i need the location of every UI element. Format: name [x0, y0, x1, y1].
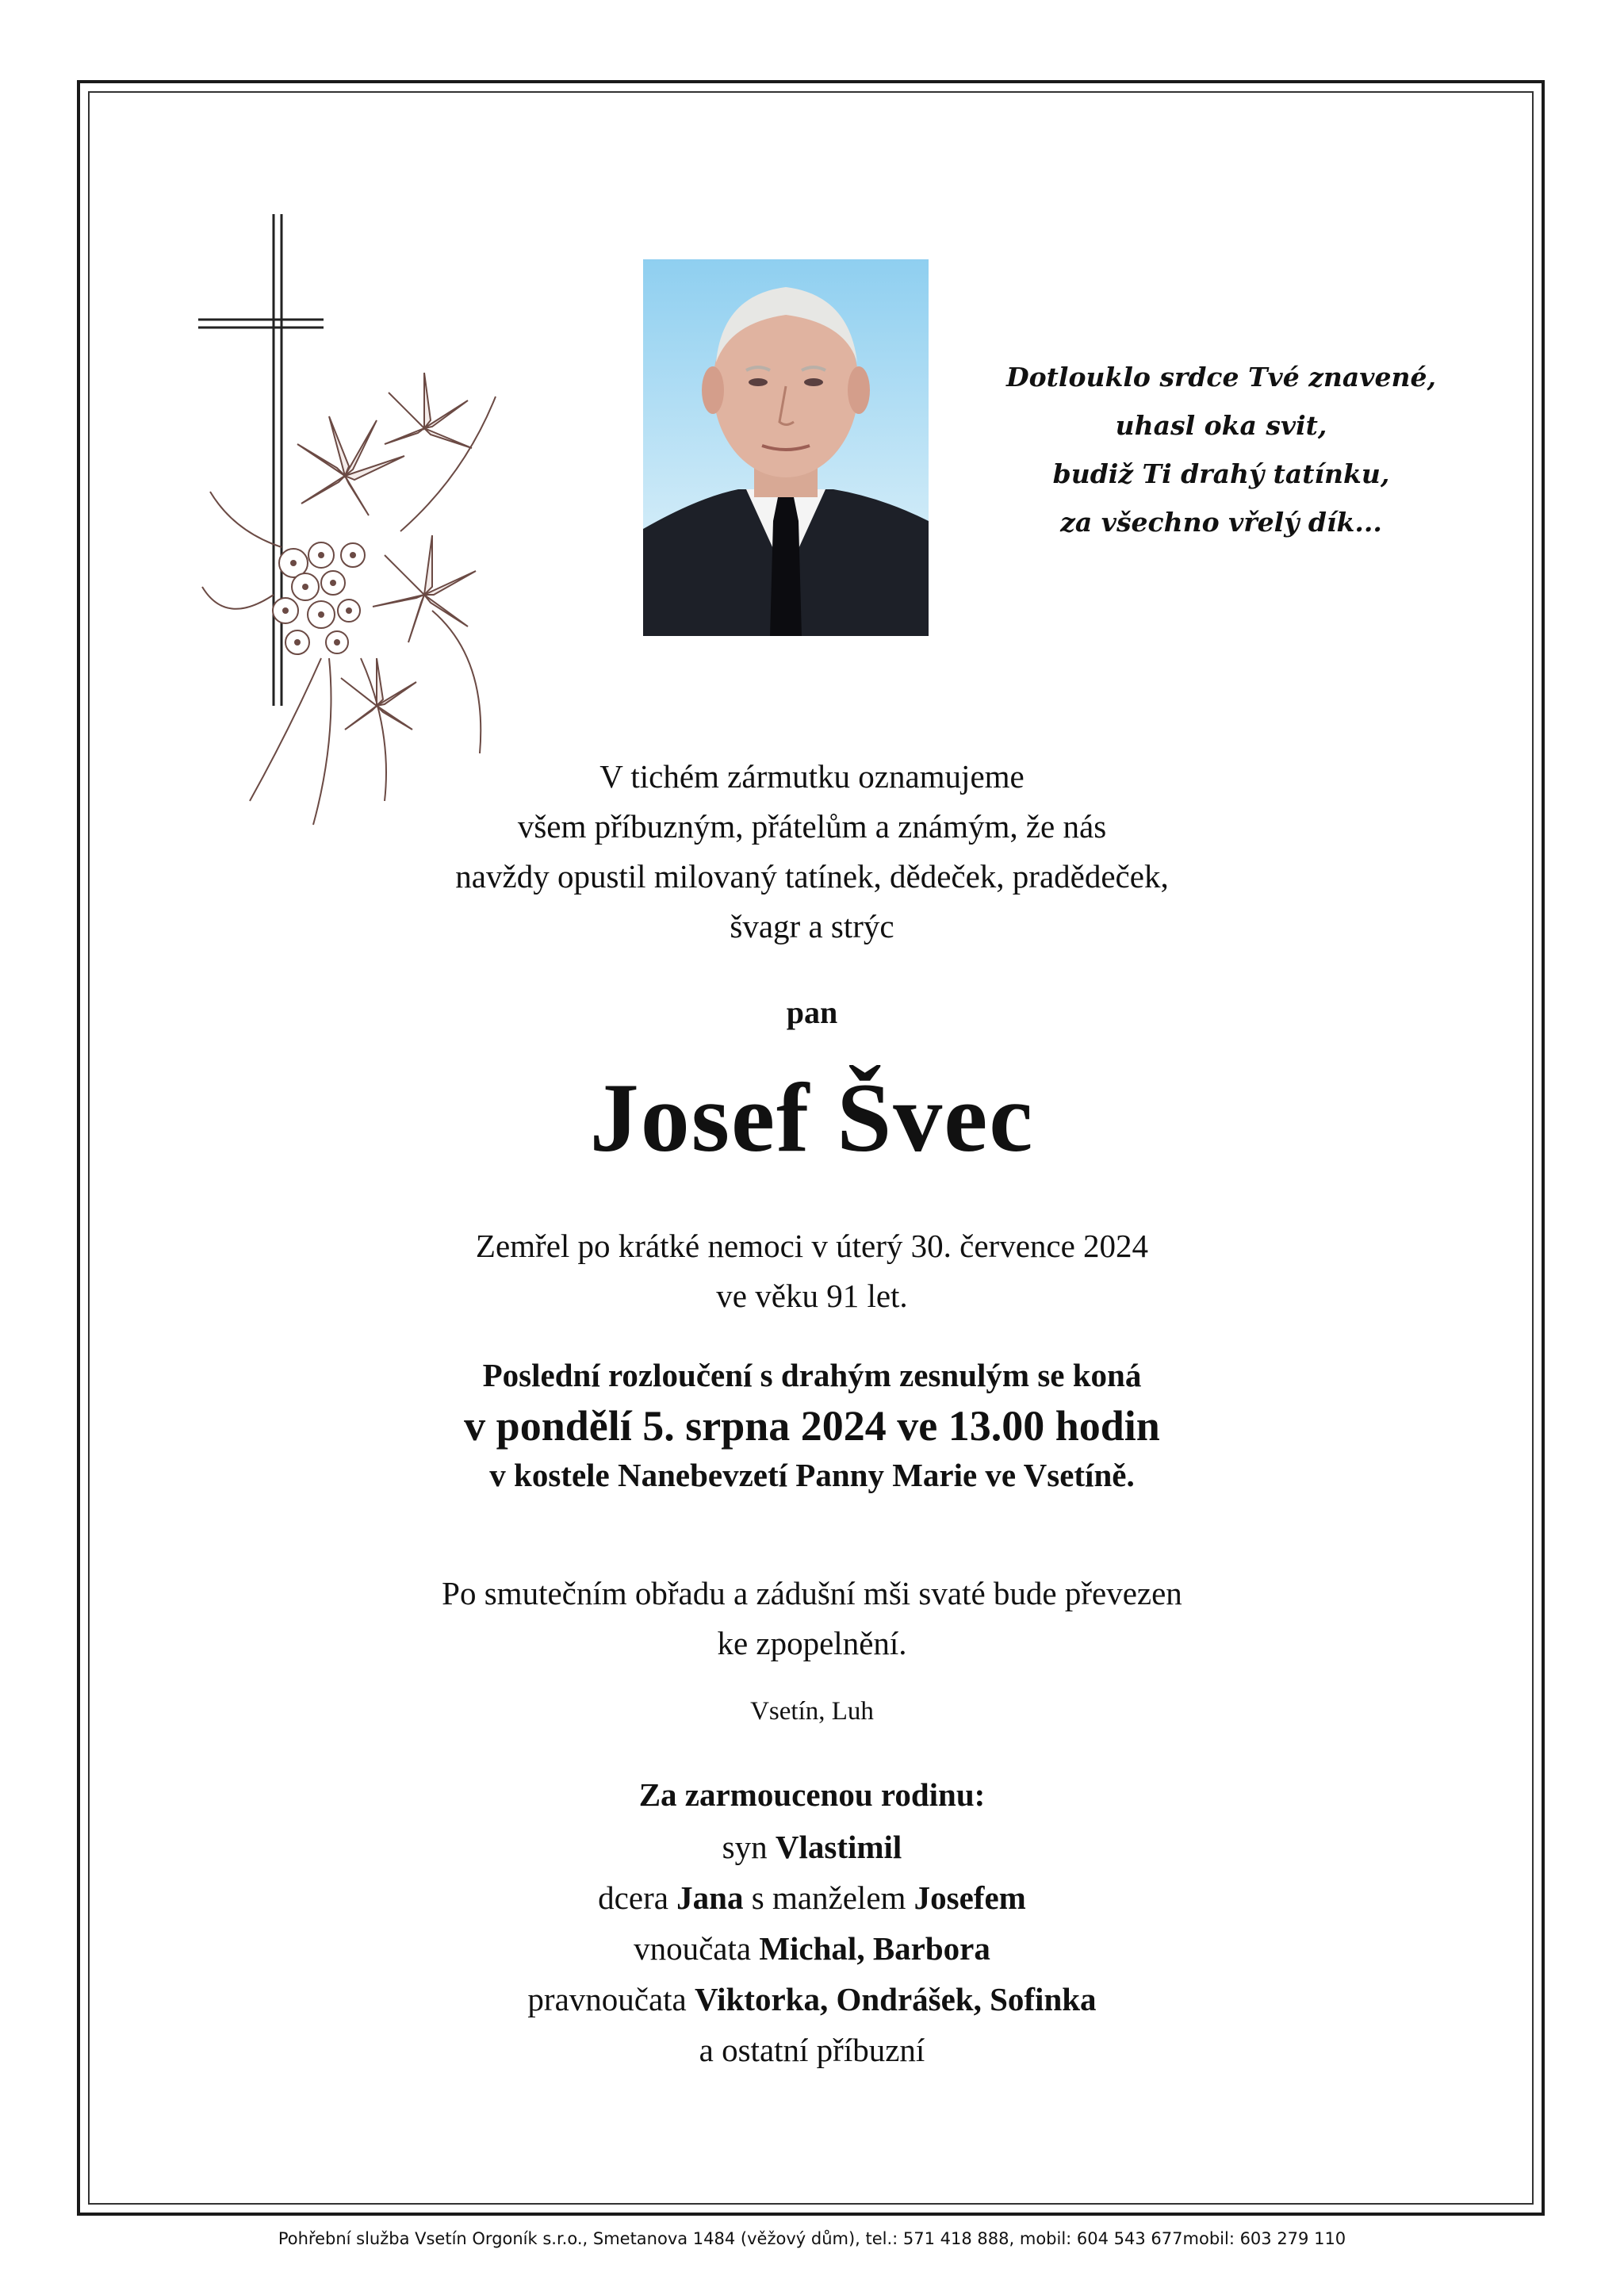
poem-line: uhasl oka svit,	[1115, 410, 1327, 441]
announcement-line: V tichém zármutku oznamujeme	[599, 758, 1025, 795]
farewell-intro: Poslední rozloučení s drahým zesnulým se koná	[482, 1357, 1142, 1393]
grandchildren-names: Michal, Barbora	[759, 1930, 990, 1967]
death-line: Zemřel po krátké nemoci v úterý 30. července 2024	[475, 1228, 1149, 1264]
family-heading: Za zarmoucenou rodinu:	[638, 1776, 986, 1813]
honorific: pan	[786, 994, 838, 1030]
son-prefix: syn	[722, 1829, 768, 1865]
daughter-prefix: dcera	[598, 1879, 668, 1916]
family-grandchildren	[0, 1923, 1624, 1974]
daughter-name: Jana	[676, 1879, 744, 1916]
announcement-line: švagr a strýc	[730, 908, 894, 944]
cross-with-lilies-icon	[194, 214, 511, 833]
deceased-name: Josef Švec	[589, 1063, 1035, 1172]
son-in-law-name: Josefem	[914, 1879, 1026, 1916]
after-ceremony-line: ke zpopelnění.	[717, 1625, 907, 1661]
after-ceremony-line: Po smutečním obřadu a zádušní mši svaté bude převezen	[442, 1575, 1182, 1611]
announcement-line: navždy opustil milovaný tatínek, dědeček, pradědeček,	[455, 858, 1169, 895]
poem-line: Dotlouklo srdce Tvé znavené,	[1006, 362, 1436, 393]
farewell-place: v kostele Nanebevzetí Panny Marie ve Vsetíně.	[489, 1457, 1135, 1493]
death-info	[0, 1221, 1624, 1321]
portrait-photo	[643, 259, 929, 636]
footer-contact: Pohřební služba Vsetín Orgoník s.r.o., Smetanova 1484 (věžový dům), tel.: 571 418 888, mobil: 604 543 677mobil: 603 279 110	[278, 2229, 1346, 2248]
great-grandchildren-prefix: pravnoučata	[527, 1981, 687, 2017]
residence: Vsetín, Luh	[750, 1697, 874, 1726]
grandchildren-prefix: vnoučata	[634, 1930, 752, 1967]
after-ceremony	[0, 1569, 1624, 1669]
poem-line: budiž Ti drahý tatínku,	[1052, 458, 1390, 489]
daughter-mid: s manželem	[751, 1879, 906, 1916]
death-line: ve věku 91 let.	[716, 1278, 908, 1314]
family-others: a ostatní příbuzní	[699, 2032, 925, 2068]
announcement	[0, 752, 1624, 952]
poem	[991, 353, 1451, 546]
family-daughter	[0, 1872, 1624, 1923]
family-great-grandchildren	[0, 1974, 1624, 2025]
announcement-line: všem příbuzným, přátelům a známým, že nás	[517, 808, 1107, 845]
family-son	[0, 1822, 1624, 1872]
great-grandchildren-names: Viktorka, Ondrášek, Sofinka	[695, 1981, 1097, 2017]
son-name: Vlastimil	[775, 1829, 902, 1865]
poem-line: za všechno vřelý dík...	[1060, 507, 1382, 538]
family-list	[0, 1822, 1624, 2075]
farewell-date: v pondělí 5. srpna 2024 ve 13.00 hodin	[464, 1402, 1160, 1450]
